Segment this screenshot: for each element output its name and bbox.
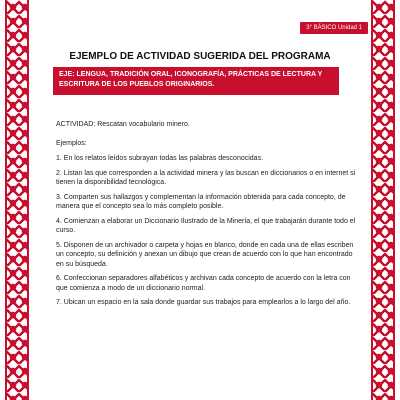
activity-heading: ACTIVIDAD: Rescatan vocabulario minero. xyxy=(56,121,190,128)
eje-banner: EJE: LENGUA, TRADICIÓN ORAL, ICONOGRAFÍA, PRÁCTICAS DE LECTURA Y ESCRITURA DE LOS PUEBLOS ORIGINARIOS. xyxy=(53,67,339,95)
decorative-border-right xyxy=(371,0,395,400)
activity-content xyxy=(56,120,356,313)
example-item: 5. Disponen de un archivador o carpeta y hojas en blanco, donde en cada una de ellas escriben un concepto, su definición y anexan un dibujo que crean de acuerdo con lo que han encontrado en su búsqueda. xyxy=(56,241,354,268)
grade-unit-badge: 3° BÁSICO Unidad 1 xyxy=(300,22,368,34)
example-item: 7. Ubican un espacio en la sala donde guardar sus trabajos para emplearlos a lo largo del año. xyxy=(56,299,351,306)
page-title: EJEMPLO DE ACTIVIDAD SUGERIDA DEL PROGRAMA xyxy=(69,51,331,62)
example-item: 3. Comparten sus hallazgos y complementan la información obtenida para cada concepto, de manera que el concepto sea lo más completo posible. xyxy=(56,193,346,210)
examples-label: Ejemplos: xyxy=(56,139,87,147)
example-item: 1. En los relatos leídos subrayan todas las palabras desconocidas. xyxy=(56,155,264,162)
example-item: 6. Confeccionan separadores alfabéticos y archivan cada concepto de acuerdo con la letra con que comienza a modo de un diccionario normal. xyxy=(56,275,351,292)
example-item: 4. Comienzan a elaborar un Diccionario Ilustrado de la Minería, el que trabajarán durante todo el curso. xyxy=(56,217,356,234)
example-item: 2. Listan las que corresponden a la actividad minera y las buscan en diccionarios o en internet si tienen la disponibilidad tecnológica. xyxy=(56,169,356,186)
decorative-border-left xyxy=(5,0,29,400)
